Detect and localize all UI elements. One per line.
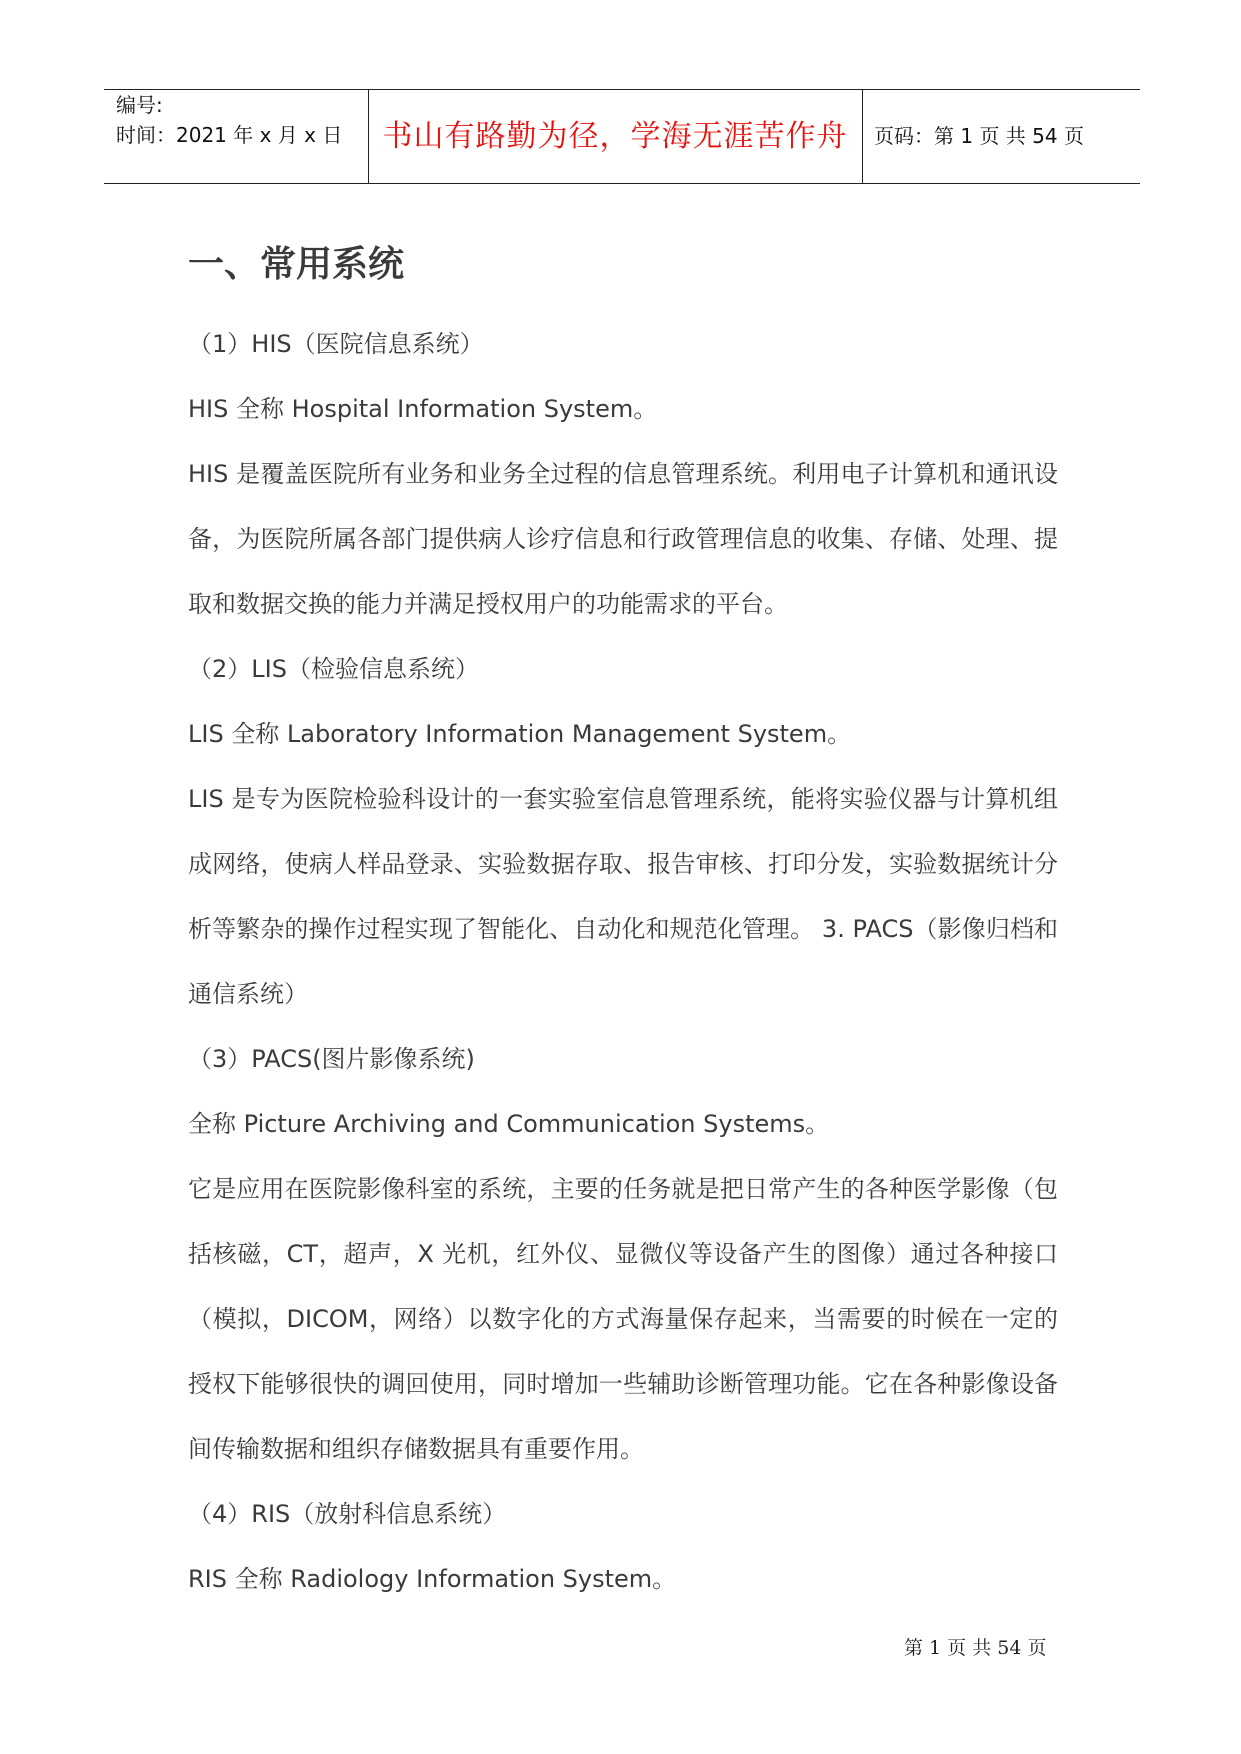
page-info: 页码：第 1 页 共 54 页	[874, 124, 1084, 148]
paragraph-pacs-fullname: 全称 Picture Archiving and Communication Systems。	[188, 1110, 830, 1138]
paragraph-ris-title: （4）RIS（放射科信息系统）	[188, 1500, 507, 1528]
paragraph-his-title: （1）HIS（医院信息系统）	[188, 330, 484, 358]
number-label: 编号:	[116, 93, 163, 117]
paragraph-ris-fullname: RIS 全称 Radiology Information System。	[188, 1565, 677, 1593]
header-page-cell	[862, 90, 1140, 183]
paragraph-lis-title: （2）LIS（检验信息系统）	[188, 655, 479, 683]
section-heading: 一、常用系统	[188, 244, 405, 285]
paragraph-pacs-title: （3）PACS(图片影像系统)	[188, 1045, 475, 1073]
header-motto-cell	[368, 90, 863, 183]
page-footer: 第 1 页 共 54 页	[904, 1637, 1047, 1659]
paragraph-his-fullname: HIS 全称 Hospital Information System。	[188, 395, 658, 423]
page-header	[104, 89, 1140, 184]
paragraph-lis-desc: LIS 是专为医院检验科设计的一套实验室信息管理系统，能将实验仪器与计算机组成网络，使病人样品登录、实验数据存取、报告审核、打印分发，实验数据统计分析等繁杂的操作过程实现了智能化、自动化和规范化管理。 3. PACS（影像归档和通信系统）	[188, 785, 1058, 1008]
motto: 书山有路勤为径，学海无涯苦作舟	[382, 119, 848, 154]
time-label: 时间：2021 年 x 月 x 日	[116, 123, 343, 147]
header-meta	[104, 90, 369, 183]
paragraph-his-desc: HIS 是覆盖医院所有业务和业务全过程的信息管理系统。利用电子计算机和通讯设备，为医院所属各部门提供病人诊疗信息和行政管理信息的收集、存储、处理、提取和数据交换的能力并满足授权用户的功能需求的平台。	[188, 460, 1058, 618]
paragraph-pacs-desc: 它是应用在医院影像科室的系统，主要的任务就是把日常产生的各种医学影像（包括核磁，CT，超声，X 光机，红外仪、显微仪等设备产生的图像）通过各种接口（模拟，DICOM，网络）以数字化的方式海量保存起来，当需要的时候在一定的授权下能够很快的调回使用，同时增加一些辅助诊断管理功能。它在各种影像设备间传输数据和组织存储数据具有重要作用。	[188, 1175, 1058, 1463]
paragraph-lis-fullname: LIS 全称 Laboratory Information Management System。	[188, 720, 852, 748]
